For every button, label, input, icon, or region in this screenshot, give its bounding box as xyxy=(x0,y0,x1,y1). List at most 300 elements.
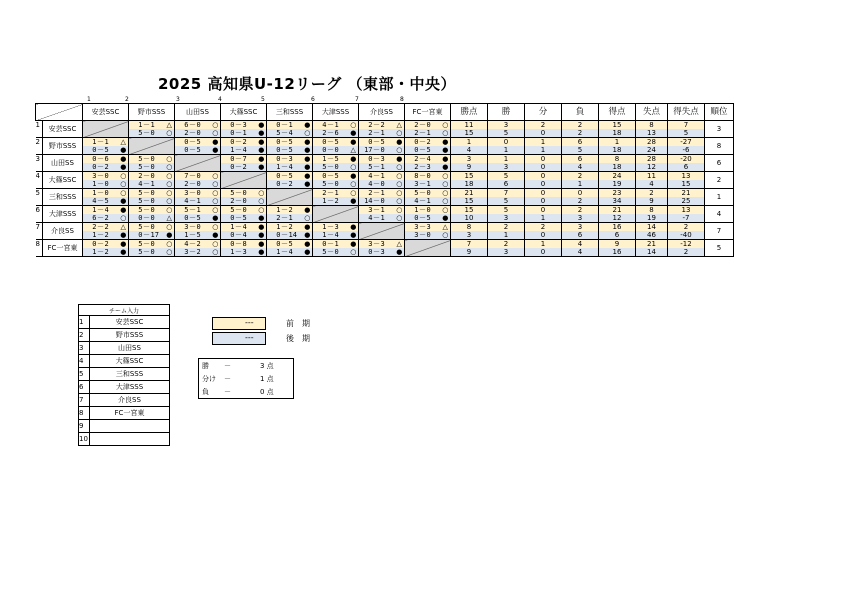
stat-value: 19 xyxy=(599,180,636,189)
row-team-name: 三和SSS xyxy=(43,189,83,206)
stat-value: 2 xyxy=(488,240,525,249)
result-mark: △ xyxy=(119,223,129,232)
team-header: 野市SSS xyxy=(129,104,175,121)
result-mark: ○ xyxy=(211,206,221,215)
self-match-cell xyxy=(313,206,359,223)
score-sep: － xyxy=(235,138,242,146)
stat-value: 0 xyxy=(525,129,562,138)
legend-first-label: 前 期 xyxy=(286,319,310,328)
result-mark: ● xyxy=(257,121,267,130)
stat-value: 1 xyxy=(525,240,562,249)
result-mark: ○ xyxy=(257,206,267,215)
score-away: 4 xyxy=(289,248,303,257)
legend-first-swatch xyxy=(212,317,266,330)
stat-value: 13 xyxy=(636,129,668,138)
score-sep: － xyxy=(327,223,334,231)
legend-second-dash: --- xyxy=(245,333,254,342)
score-away: 5 xyxy=(427,214,441,223)
table-row xyxy=(36,163,734,172)
team-input-name[interactable]: 山田SS xyxy=(90,342,170,355)
score-home: 5 xyxy=(129,129,143,138)
score-home: 2 xyxy=(129,172,143,181)
score-home: 1 xyxy=(83,180,97,189)
score-away: 2 xyxy=(243,163,257,172)
score-away: 17 xyxy=(151,231,165,240)
score-home: 5 xyxy=(359,163,373,172)
score-home: 5 xyxy=(129,240,143,249)
score-sep: － xyxy=(281,206,288,214)
stat-value: 4 xyxy=(562,163,599,172)
score-home: 4 xyxy=(405,197,419,206)
score-away: 1 xyxy=(381,172,395,181)
score-sep: － xyxy=(281,180,288,188)
score-sep: － xyxy=(143,180,150,188)
score-away: 0 xyxy=(381,146,395,155)
score-home: 1 xyxy=(313,231,327,240)
score-away: 2 xyxy=(105,231,119,240)
result-mark: ○ xyxy=(441,180,451,189)
score-sep: － xyxy=(189,248,196,256)
score-home: 0 xyxy=(313,172,327,181)
score-sep: － xyxy=(235,223,242,231)
stat-header: 負 xyxy=(562,104,599,121)
score-away: 5 xyxy=(197,146,211,155)
result-mark: ● xyxy=(303,223,313,232)
stat-value: 13 xyxy=(668,172,705,181)
result-mark: ○ xyxy=(349,121,359,130)
score-home: 0 xyxy=(267,138,281,147)
stat-value: -20 xyxy=(668,155,705,164)
list-item xyxy=(79,433,170,446)
team-input-panel xyxy=(78,304,170,446)
score-away: 4 xyxy=(243,223,257,232)
score-home: 4 xyxy=(313,121,327,130)
score-sep: － xyxy=(189,206,196,214)
score-away: 5 xyxy=(335,155,349,164)
score-sep: － xyxy=(327,189,334,197)
stat-header: 分 xyxy=(525,104,562,121)
score-home: 3 xyxy=(83,172,97,181)
score-home: 0 xyxy=(313,146,327,155)
score-home: 0 xyxy=(221,121,235,130)
score-away: 0 xyxy=(151,189,165,198)
score-home: 4 xyxy=(175,197,189,206)
score-sep: － xyxy=(97,189,104,197)
score-home: 2 xyxy=(405,129,419,138)
score-sep: － xyxy=(373,240,380,248)
list-item xyxy=(79,381,170,394)
score-home: 4 xyxy=(175,240,189,249)
team-input-name[interactable]: FC一宮東 xyxy=(90,407,170,420)
stat-value: 0 xyxy=(562,189,599,198)
score-sep: － xyxy=(281,214,288,222)
score-away: 0 xyxy=(197,223,211,232)
score-home: 0 xyxy=(221,138,235,147)
score-away: 5 xyxy=(289,172,303,181)
score-home: 0 xyxy=(83,146,97,155)
score-home: 2 xyxy=(313,189,327,198)
self-match-cell xyxy=(83,121,129,138)
list-item xyxy=(79,355,170,368)
team-input-number: 5 xyxy=(79,368,90,381)
score-away: 4 xyxy=(289,163,303,172)
score-away: 2 xyxy=(105,214,119,223)
score-home: 1 xyxy=(405,206,419,215)
score-away: 14 xyxy=(289,231,303,240)
score-sep: － xyxy=(189,231,196,239)
score-away: 3 xyxy=(381,240,395,249)
result-mark: ○ xyxy=(303,214,313,223)
result-mark: ○ xyxy=(441,172,451,181)
score-away: 0 xyxy=(335,248,349,257)
result-mark: ○ xyxy=(165,155,175,164)
score-away: 0 xyxy=(151,172,165,181)
score-sep: － xyxy=(419,138,426,146)
result-mark: △ xyxy=(119,138,129,147)
score-home: 7 xyxy=(175,172,189,181)
stat-value: 6 xyxy=(488,180,525,189)
result-mark: ● xyxy=(303,231,313,240)
score-home: 1 xyxy=(83,248,97,257)
score-sep: － xyxy=(327,163,334,171)
result-mark: ○ xyxy=(119,189,129,198)
stat-value: 15 xyxy=(668,180,705,189)
legend-second-swatch xyxy=(212,332,266,345)
stat-header: 勝点 xyxy=(451,104,488,121)
score-away: 1 xyxy=(427,129,441,138)
result-mark: ● xyxy=(257,214,267,223)
score-sep: － xyxy=(327,138,334,146)
score-sep: － xyxy=(281,172,288,180)
result-mark: ○ xyxy=(395,163,405,172)
score-sep: － xyxy=(373,163,380,171)
result-mark: ○ xyxy=(441,206,451,215)
score-sep: － xyxy=(143,214,150,222)
points-dash: － xyxy=(221,385,257,399)
score-away: 0 xyxy=(151,223,165,232)
score-home: 0 xyxy=(359,138,373,147)
column-number: 1 xyxy=(87,96,91,103)
score-sep: － xyxy=(235,197,242,205)
table-row xyxy=(36,180,734,189)
team-input-name[interactable]: 介良SS xyxy=(90,394,170,407)
stat-value: 3 xyxy=(488,248,525,257)
score-home: 0 xyxy=(221,240,235,249)
score-away: 0 xyxy=(197,189,211,198)
score-sep: － xyxy=(97,172,104,180)
score-sep: － xyxy=(419,197,426,205)
result-mark: ○ xyxy=(395,189,405,198)
stat-value: 1 xyxy=(451,138,488,147)
stat-value: 18 xyxy=(599,146,636,155)
score-sep: － xyxy=(327,129,334,137)
score-sep: － xyxy=(97,223,104,231)
score-away: 7 xyxy=(243,155,257,164)
score-sep: － xyxy=(327,180,334,188)
score-home: 0 xyxy=(267,240,281,249)
result-mark: ○ xyxy=(257,189,267,198)
table-row xyxy=(36,223,734,232)
score-away: 3 xyxy=(427,223,441,232)
stat-value: 28 xyxy=(636,155,668,164)
stat-value: 3 xyxy=(488,163,525,172)
score-away: 1 xyxy=(197,197,211,206)
result-mark: ● xyxy=(303,248,313,257)
score-sep: － xyxy=(143,240,150,248)
score-away: 4 xyxy=(427,155,441,164)
score-home: 0 xyxy=(313,138,327,147)
result-mark: ○ xyxy=(119,214,129,223)
row-number: 7 xyxy=(36,223,43,240)
score-away: 5 xyxy=(197,231,211,240)
score-home: 2 xyxy=(175,129,189,138)
result-mark: △ xyxy=(395,121,405,130)
score-home: 0 xyxy=(83,240,97,249)
result-mark: ● xyxy=(257,248,267,257)
result-mark: ● xyxy=(303,240,313,249)
self-match-cell xyxy=(129,138,175,155)
score-away: 1 xyxy=(335,240,349,249)
stat-value: 2 xyxy=(525,121,562,130)
score-sep: － xyxy=(189,180,196,188)
stat-value: 9 xyxy=(451,163,488,172)
score-home: 4 xyxy=(129,180,143,189)
team-input-name[interactable]: 安芸SSC xyxy=(90,316,170,329)
score-away: 5 xyxy=(289,146,303,155)
result-mark: ● xyxy=(395,138,405,147)
score-away: 3 xyxy=(381,155,395,164)
result-mark: ● xyxy=(257,138,267,147)
stat-value: -6 xyxy=(668,146,705,155)
score-away: 1 xyxy=(335,189,349,198)
score-away: 1 xyxy=(381,129,395,138)
stat-value: 18 xyxy=(599,129,636,138)
score-sep: － xyxy=(189,240,196,248)
score-away: 3 xyxy=(289,155,303,164)
table-row xyxy=(36,240,734,249)
score-away: 0 xyxy=(427,231,441,240)
score-away: 5 xyxy=(197,214,211,223)
stat-value: 9 xyxy=(451,248,488,257)
row-team-name: 大篠SSC xyxy=(43,172,83,189)
score-sep: － xyxy=(189,189,196,197)
stat-value: 21 xyxy=(599,206,636,215)
result-mark: ● xyxy=(211,146,221,155)
stat-value: -27 xyxy=(668,138,705,147)
score-sep: － xyxy=(143,206,150,214)
score-sep: － xyxy=(97,146,104,154)
self-match-cell xyxy=(175,155,221,172)
score-home: 0 xyxy=(267,155,281,164)
score-sep: － xyxy=(327,248,334,256)
score-home: 0 xyxy=(83,163,97,172)
score-home: 0 xyxy=(267,231,281,240)
column-number: 5 xyxy=(261,96,265,103)
result-mark: ● xyxy=(165,231,175,240)
score-away: 0 xyxy=(197,180,211,189)
team-header: 大津SSS xyxy=(313,104,359,121)
score-sep: － xyxy=(143,129,150,137)
result-mark: ● xyxy=(119,240,129,249)
score-sep: － xyxy=(97,138,104,146)
score-away: 5 xyxy=(197,138,211,147)
score-sep: － xyxy=(419,129,426,137)
team-input-name[interactable]: 大津SSS xyxy=(90,381,170,394)
stat-value: 16 xyxy=(599,248,636,257)
team-input-name[interactable]: 三和SSS xyxy=(90,368,170,381)
score-away: 0 xyxy=(381,180,395,189)
stat-value: 21 xyxy=(451,189,488,198)
team-input-title: チーム入力 xyxy=(79,305,170,316)
score-home: 3 xyxy=(175,189,189,198)
score-sep: － xyxy=(281,240,288,248)
score-away: 0 xyxy=(151,197,165,206)
score-sep: － xyxy=(281,129,288,137)
score-home: 0 xyxy=(129,231,143,240)
stat-value: 21 xyxy=(668,189,705,198)
score-away: 5 xyxy=(105,197,119,206)
score-sep: － xyxy=(235,155,242,163)
stat-value: 3 xyxy=(562,223,599,232)
score-home: 4 xyxy=(359,214,373,223)
team-input-name[interactable]: 野市SSS xyxy=(90,329,170,342)
table-row xyxy=(36,206,734,215)
score-away: 0 xyxy=(427,121,441,130)
score-home: 5 xyxy=(129,248,143,257)
stat-value: 7 xyxy=(451,240,488,249)
result-mark: ○ xyxy=(165,240,175,249)
score-sep: － xyxy=(235,129,242,137)
team-input-number: 1 xyxy=(79,316,90,329)
result-mark: ○ xyxy=(211,180,221,189)
score-home: 0 xyxy=(313,240,327,249)
score-home: 14 xyxy=(359,197,373,206)
score-home: 1 xyxy=(83,231,97,240)
score-away: 0 xyxy=(151,163,165,172)
stat-value: 5 xyxy=(488,129,525,138)
team-input-name[interactable] xyxy=(90,433,170,446)
team-header: FC一宮東 xyxy=(405,104,451,121)
score-home: 0 xyxy=(175,138,189,147)
score-away: 2 xyxy=(105,223,119,232)
score-sep: － xyxy=(97,240,104,248)
stat-value: 25 xyxy=(668,197,705,206)
score-home: 5 xyxy=(313,248,327,257)
team-input-number: 8 xyxy=(79,407,90,420)
stat-value: 0 xyxy=(525,248,562,257)
list-item xyxy=(79,368,170,381)
stat-value: 4 xyxy=(562,240,599,249)
score-home: 3 xyxy=(359,240,373,249)
stat-value: 28 xyxy=(636,138,668,147)
stat-value: 6 xyxy=(599,231,636,240)
stat-value: 2 xyxy=(562,172,599,181)
score-sep: － xyxy=(235,163,242,171)
score-away: 0 xyxy=(197,129,211,138)
score-sep: － xyxy=(97,163,104,171)
stat-value: 1 xyxy=(599,138,636,147)
points-value: 1 点 xyxy=(257,372,294,385)
stat-value: 1 xyxy=(525,214,562,223)
score-away: 4 xyxy=(243,231,257,240)
score-home: 3 xyxy=(175,223,189,232)
table-row xyxy=(36,197,734,206)
table-row xyxy=(36,138,734,147)
column-number: 7 xyxy=(355,96,359,103)
stat-value: 5 xyxy=(562,146,599,155)
column-number: 6 xyxy=(311,96,315,103)
result-mark: ○ xyxy=(165,197,175,206)
score-sep: － xyxy=(281,138,288,146)
score-sep: － xyxy=(189,214,196,222)
score-home: 1 xyxy=(221,146,235,155)
stat-value: 11 xyxy=(636,172,668,181)
score-home: 5 xyxy=(129,189,143,198)
score-home: 0 xyxy=(359,155,373,164)
stat-value: 3 xyxy=(488,121,525,130)
result-mark: ● xyxy=(303,163,313,172)
score-away: 2 xyxy=(105,163,119,172)
list-item xyxy=(79,394,170,407)
stat-value: 0 xyxy=(488,138,525,147)
score-sep: － xyxy=(143,197,150,205)
score-home: 1 xyxy=(129,121,143,130)
score-away: 5 xyxy=(335,138,349,147)
stat-value: 2 xyxy=(668,248,705,257)
stat-value: 3 xyxy=(451,155,488,164)
team-input-name[interactable]: 大篠SSC xyxy=(90,355,170,368)
stat-value: 5 xyxy=(488,197,525,206)
stat-value: 3 xyxy=(488,214,525,223)
result-mark: ○ xyxy=(211,197,221,206)
result-mark: ○ xyxy=(165,189,175,198)
score-sep: － xyxy=(189,197,196,205)
score-away: 0 xyxy=(197,172,211,181)
score-sep: － xyxy=(419,146,426,154)
stat-value: 5 xyxy=(488,172,525,181)
result-mark: ● xyxy=(257,155,267,164)
table-row xyxy=(36,248,734,257)
stat-value: 8 xyxy=(599,155,636,164)
result-mark: ○ xyxy=(349,163,359,172)
result-mark: ● xyxy=(119,231,129,240)
stat-value: 2 xyxy=(562,121,599,130)
score-home: 4 xyxy=(83,197,97,206)
score-sep: － xyxy=(419,214,426,222)
score-sep: － xyxy=(143,155,150,163)
score-home: 2 xyxy=(359,189,373,198)
result-mark: ○ xyxy=(211,129,221,138)
team-input-name[interactable] xyxy=(90,420,170,433)
score-away: 4 xyxy=(105,206,119,215)
stat-value: 0 xyxy=(525,231,562,240)
row-number: 1 xyxy=(36,121,43,138)
score-away: 1 xyxy=(381,189,395,198)
result-mark: ○ xyxy=(211,172,221,181)
score-sep: － xyxy=(281,223,288,231)
result-mark: ● xyxy=(257,163,267,172)
result-mark: ○ xyxy=(441,197,451,206)
score-sep: － xyxy=(235,248,242,256)
score-sep: － xyxy=(143,248,150,256)
stat-value: 19 xyxy=(636,214,668,223)
stat-value: 11 xyxy=(451,121,488,130)
score-away: 1 xyxy=(381,214,395,223)
score-home: 5 xyxy=(129,155,143,164)
score-away: 4 xyxy=(289,129,303,138)
score-sep: － xyxy=(281,248,288,256)
stat-value: 1 xyxy=(488,146,525,155)
